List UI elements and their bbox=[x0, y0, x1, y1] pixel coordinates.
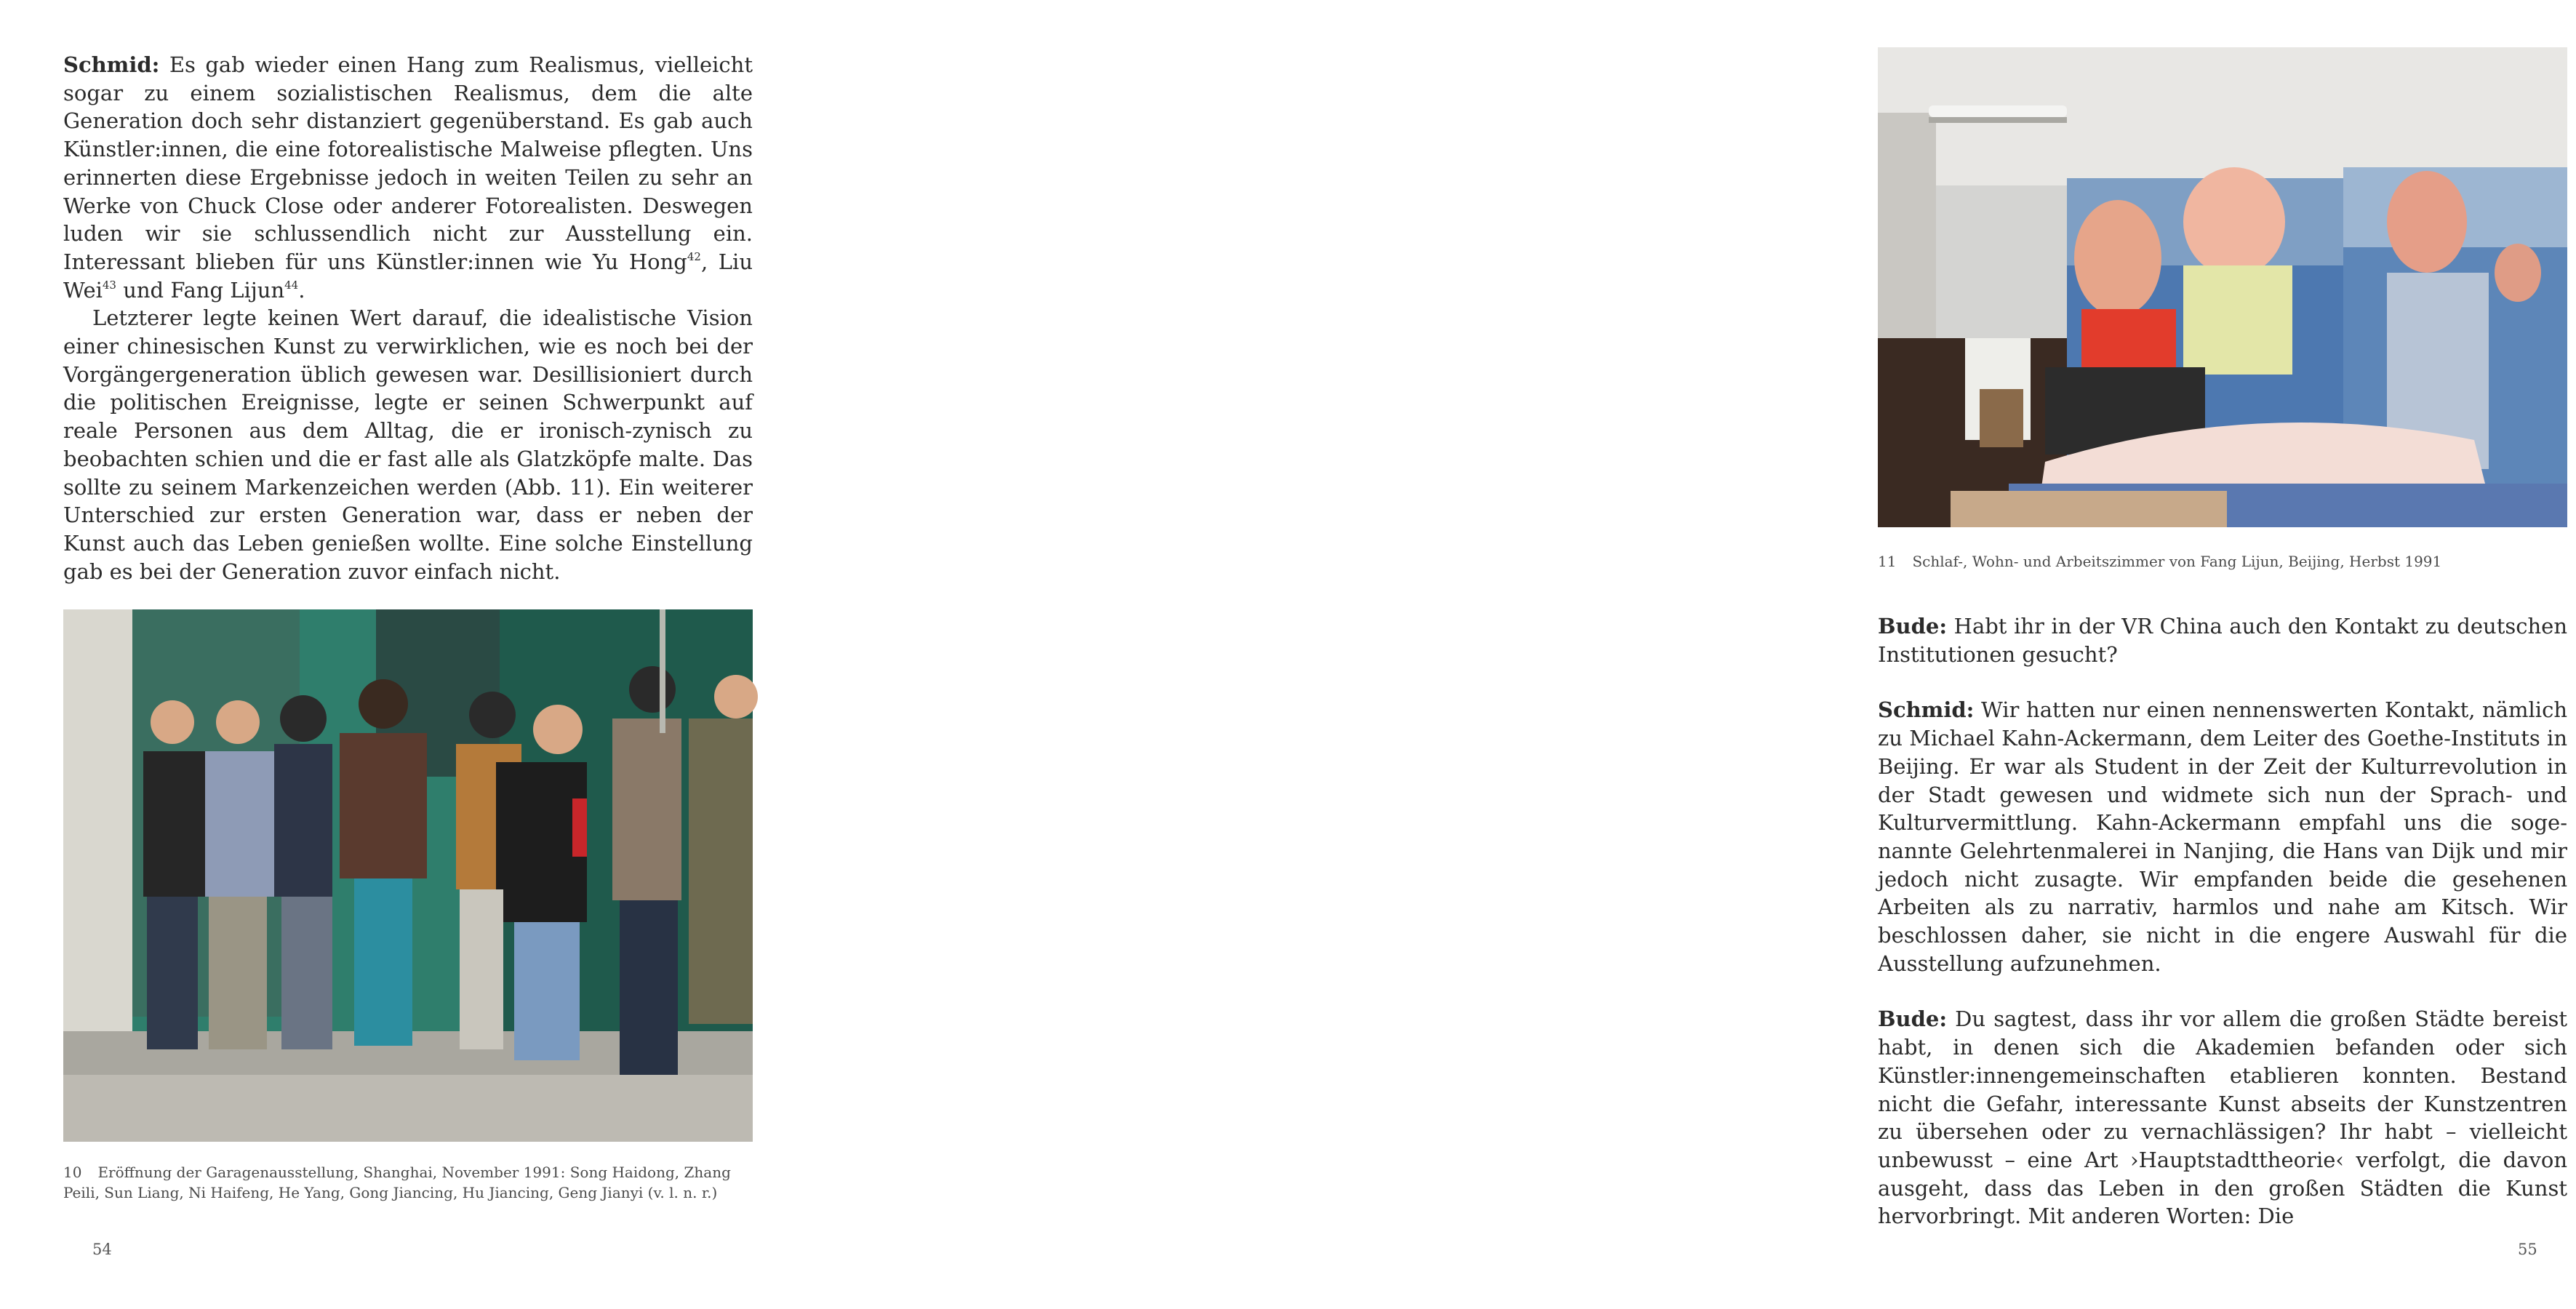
paragraph-schmid-realism bbox=[63, 51, 753, 304]
paragraph-text: Wir hatten nur einen nennenswerten Kontakt, nämlich zu Michael Kahn-Ackermann, dem Leiter des Goethe-Instituts in Beijing. Er war als Student in der Zeit der Kulturrevolution in der Stadt gewesen und widmete sich nun der Sprach- und Kulturvermittlung. Kahn-Ackermann empfahl uns die sogenannte Gelehrtenmalerei in Nanjing, die Hans van Dijk und mir jedoch nicht zusagte. Wir empfanden beide die gesehenen Arbeiten als zu narrativ, harmlos und nahe am Kitsch. Wir beschlossen daher, sie nicht in die engere Auswahl für die Ausstellung aufzunehmen. bbox=[1878, 697, 2567, 976]
paragraph-fang-lijun: Letzterer legte keinen Wert darauf, die idealistische Vision einer chinesischen Kunst zu verwirklichen, wie es noch bei der Vorgängergeneration üblich gewesen war. Desillisioniert durch die politischen Ereignisse, legte er seinen Schwerpunkt auf reale Personen aus dem Alltag, die er ironisch-zynisch zu beobachten schien und die er fast alle als Glatzköpfe malte. Das sollte zu seinem Markenzeichen werden (Abb. 11). Ein weiterer Unterschied zur ersten Generation war, dass er neben der Kunst auch das Leben genießen wollte. Eine solche Einstellung gab es bei der Generation zuvor einfach nicht. bbox=[63, 305, 753, 584]
speaker-label: Bude: bbox=[1878, 614, 1948, 639]
page-number: 54 bbox=[92, 1241, 112, 1258]
paragraph-schmid-contact bbox=[1878, 696, 2567, 977]
paragraph-text: . bbox=[298, 277, 305, 303]
figure-number: 11 bbox=[1878, 553, 1897, 570]
paragraph-text: , Liu Wei bbox=[63, 249, 753, 303]
figure-10-photo bbox=[63, 609, 753, 1142]
left-page bbox=[0, 0, 873, 1309]
caption-text: Schlaf-, Wohn- und Arbeitszimmer von Fang Lijun, Beijing, Herbst 1991 bbox=[1912, 553, 2442, 570]
right-body-text bbox=[1878, 612, 2567, 1230]
paragraph-bude-cities bbox=[1878, 1005, 2567, 1230]
paragraph-text: Es gab wieder einen Hang zum Realismus, vielleicht sogar zu einem sozialistischen Realismus, dem die alte Generation doch sehr distanziert gegenüberstand. Es gab auch Künstler:innen, die eine fotorealistische Malweise pflegten. Uns erinnerten diese Ergebnisse jedoch in weiten Teilen zu sehr an Werke von Chuck Close oder anderer Fotorealisten. Deswegen luden wir sie schlussendlich nicht zur Ausstellung ein. Interessant blieben für uns Künstler:innen wie Yu Hong bbox=[63, 52, 753, 274]
speaker-label: Schmid: bbox=[1878, 697, 1975, 723]
figure-number: 10 bbox=[63, 1164, 82, 1181]
right-page bbox=[873, 0, 2567, 1309]
paragraph-text: und Fang Lijun bbox=[116, 277, 285, 303]
paragraph-text: Du sagtest, dass ihr vor allem die großen Städte bereist habt, in denen sich die Akademien befanden oder sich Künstler:innengemeinschaften etablieren konnten. Bestand nicht die Gefahr, interessante Kunst abseits der Kunstzentren zu übersehen oder zu vernachlässigen? Ihr habt – vielleicht unbewusst – eine Art ›Hauptstadttheorie‹ verfolgt, die davon ausgeht, dass das Leben in den großen Städten die Kunst hervorbringt. Mit anderen Worten: Die bbox=[1878, 1006, 2567, 1229]
speaker-label: Bude: bbox=[1878, 1006, 1948, 1032]
footnote-ref: 43 bbox=[102, 278, 116, 292]
paragraph-bude-question bbox=[1878, 612, 2567, 668]
left-body-text bbox=[63, 51, 753, 585]
studio-photo-image bbox=[1878, 47, 2567, 527]
paragraph-text: Habt ihr in der VR China auch den Kontakt zu deutschen Institutionen gesucht? bbox=[1878, 614, 2567, 667]
page-number: 55 bbox=[2518, 1241, 2537, 1258]
group-photo-image bbox=[63, 609, 753, 1142]
caption-text: Eröffnung der Garagenausstellung, Shanghai, November 1991: Song Haidong, Zhang Peili, Sun Liang, Ni Haifeng, He Yang, Gong Jiancing, Hu Jiancing, Geng Jianyi (v. l. n. r.) bbox=[63, 1164, 731, 1201]
figure-10-caption bbox=[63, 1162, 761, 1203]
footnote-ref: 42 bbox=[687, 249, 701, 263]
figure-11-photo bbox=[1878, 47, 2567, 527]
speaker-label: Schmid: bbox=[63, 52, 160, 77]
footnote-ref: 44 bbox=[284, 278, 299, 292]
figure-11-caption bbox=[1878, 551, 2576, 572]
